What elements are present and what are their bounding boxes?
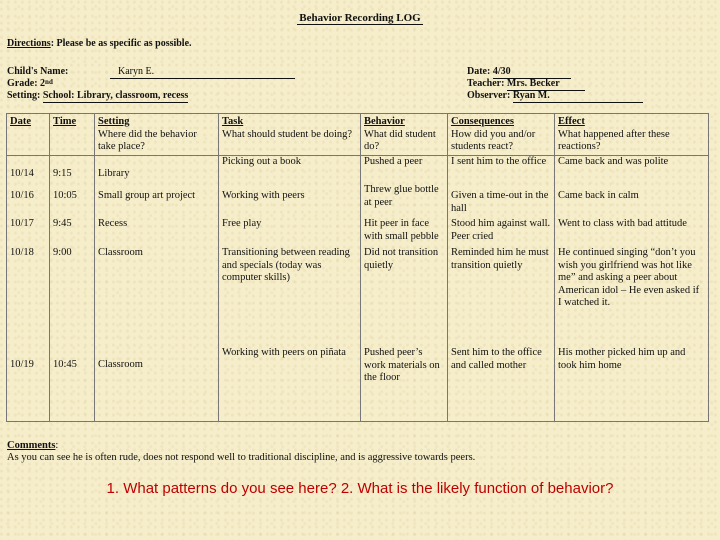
table-row [7,155,709,180]
header-subtitle: What did student do? [364,128,436,152]
discussion-questions: 1. What patterns do you see here? 2. What is the likely function of behavior? [106,480,614,497]
cell-task [219,345,361,422]
header-subtitle: What should student be doing? [222,128,353,140]
comments-text: As you can see he is often rude, does not respond well to traditional discipline, and is aggressive towards peers. [7,452,476,463]
cell-effect [555,243,709,345]
observer-label: Observer: [467,90,511,101]
header-title: Time [53,116,77,127]
cell-effect [555,180,709,215]
cell-text: 10:05 [53,190,77,201]
cell-text: Transitioning between reading and specials (today was computer skills) [222,247,350,283]
cell-text: Reminded him he must transition quietly [451,247,549,271]
observer-row [467,90,643,103]
cell-time [50,155,95,180]
cell-consequences [448,215,555,243]
header-time [50,114,95,156]
cell-text: Hit peer in face with small pebble [364,218,439,242]
cell-text: Pushed a peer [364,155,423,167]
comments: Comments: As you can see he is often rude, does not respond well to traditional discipline, and is aggressive towards peers. [7,440,476,463]
title-text: Behavior Recording LOG [299,12,421,24]
cell-setting [95,243,219,345]
cell-time [50,180,95,215]
cell-text: Went to class with bad attitude [558,218,687,229]
teacher-label: Teacher: [467,78,505,89]
document-title [0,12,720,24]
cell-behavior [361,243,448,345]
cell-effect [555,155,709,180]
setting-label: Setting: [7,90,41,101]
cell-time [50,243,95,345]
cell-task [219,180,361,215]
cell-consequences [448,155,555,180]
directions-text: : Please be as specific as possible. [50,38,192,49]
header-consequences [448,114,555,156]
cell-setting [95,215,219,243]
cell-date [7,345,50,422]
cell-date [7,215,50,243]
header-task [219,114,361,156]
cell-task [219,215,361,243]
cell-date [7,243,50,345]
cell-setting [95,345,219,422]
cell-text: Stood him against wall. Peer cried [451,218,551,242]
cell-consequences [448,243,555,345]
cell-text: Recess [98,218,128,229]
cell-text: His mother picked him up and took him home [558,347,686,371]
cell-behavior [361,345,448,422]
table-row [7,215,709,243]
grade-row [7,78,53,90]
cell-behavior [361,180,448,215]
cell-consequences [448,345,555,422]
header-subtitle: Where did the behavior take place? [98,128,197,152]
setting-value: School: Library, classroom, recess [42,90,189,101]
header-title: Effect [558,116,585,127]
header-title: Task [222,116,244,127]
cell-date [7,180,50,215]
cell-text: Pushed peer’s work materials on the floor [364,347,440,383]
cell-text: Came back in calm [558,190,639,201]
cell-text: Small group art project [98,190,196,201]
cell-time [50,345,95,422]
header-title: Setting [98,116,130,127]
cell-text: Working with peers [222,190,305,201]
header-subtitle: How did you and/or students react? [451,128,536,152]
cell-text: I sent him to the office [451,155,547,167]
cell-text: Did not transition quietly [364,247,439,271]
header-behavior [361,114,448,156]
cell-setting [95,155,219,180]
header-date [7,114,50,156]
cell-consequences [448,180,555,215]
cell-text: 10/17 [10,218,34,229]
observer-value: Ryan M. [513,90,643,103]
comments-label: Comments [7,440,56,451]
table-row [7,345,709,422]
child-name-value: Karyn E. [118,66,155,77]
cell-date [7,155,50,180]
cell-text: Classroom [98,247,143,258]
cell-text: 10/16 [10,190,34,201]
cell-text: Free play [222,218,262,229]
cell-text: Came back and was polite [558,155,669,167]
cell-text: Threw glue bottle at peer [364,184,439,208]
grade-label: Grade: 2 [7,78,46,89]
cell-text: He continued singing “don’t you wish you girlfriend was hot like me” and asking a peer about American idol – He even asked if I watched it. [558,247,700,308]
child-name-label: Child's Name: [7,66,69,77]
header-subtitle: What happened after these reactions? [558,128,670,152]
cell-text: Classroom [98,359,143,370]
table-header-row [7,114,709,156]
cell-behavior [361,215,448,243]
cell-text: Given a time-out in the hall [451,190,549,214]
cell-task [219,243,361,345]
directions [7,38,192,49]
cell-behavior [361,155,448,180]
header-setting [95,114,219,156]
cell-text: 9:15 [53,167,72,179]
cell-time [50,215,95,243]
setting-row [7,90,188,103]
cell-text: 9:00 [53,247,72,258]
header-title: Behavior [364,116,405,127]
cell-text: 10:45 [53,359,77,370]
cell-effect [555,215,709,243]
cell-text: 9:45 [53,218,72,229]
cell-text: Library [98,167,130,179]
cell-effect [555,345,709,422]
date-label: Date: [467,66,493,77]
header-title: Date [10,116,31,127]
cell-text: 10/14 [10,167,34,179]
child-name-field [110,66,295,79]
table-row [7,180,709,215]
teacher-value: Mrs. Becker [507,78,585,91]
behavior-log-table [6,113,709,422]
cell-text: Sent him to the office and called mother [451,347,542,371]
cell-text: Working with peers on piñata [222,347,346,358]
cell-setting [95,180,219,215]
cell-text: 10/18 [10,247,34,258]
cell-task [219,155,361,180]
grade-sup: nd [45,78,53,86]
cell-text: 10/19 [10,359,34,370]
header-title: Consequences [451,116,515,127]
cell-text: Picking out a book [222,155,302,167]
header-effect [555,114,709,156]
date-value: 4/30 [493,66,571,79]
table-row [7,243,709,345]
child-name-row [7,66,155,78]
directions-label: Directions [7,38,51,49]
